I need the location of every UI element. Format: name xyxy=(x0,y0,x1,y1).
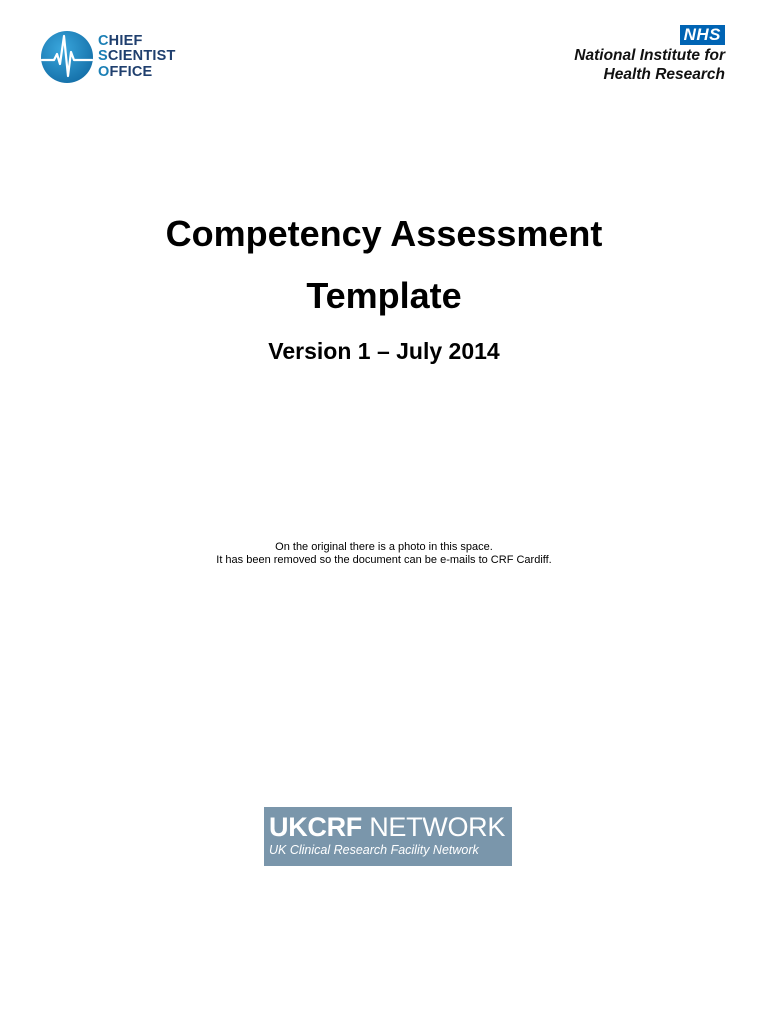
photo-removed-note xyxy=(0,541,768,567)
cso-line-office: OFFICE xyxy=(98,63,153,80)
cso-wordmark xyxy=(98,34,176,81)
document-title-line-2: Template xyxy=(306,275,462,316)
cso-line-chief: CHIEF xyxy=(98,32,143,49)
nhs-badge: NHS xyxy=(680,25,725,45)
nihr-logo xyxy=(574,25,725,84)
nihr-line-2: Health Research xyxy=(603,66,725,83)
ukcrf-network-logo xyxy=(264,807,512,866)
ukcrf-wordmark: UKCRF NETWORK xyxy=(269,812,506,842)
cso-heartbeat-icon xyxy=(40,30,94,84)
cso-line-scientist: SCIENTIST xyxy=(98,48,176,65)
chief-scientist-office-logo xyxy=(40,30,176,84)
document-title-line-1: Competency Assessment xyxy=(165,213,603,254)
note-line-1: On the original there is a photo in this space. xyxy=(275,541,493,553)
ukcrf-subtitle: UK Clinical Research Facility Network xyxy=(269,843,479,857)
nihr-line-1: National Institute for xyxy=(574,47,725,64)
document-version: Version 1 – July 2014 xyxy=(268,338,500,364)
note-line-2: It has been removed so the document can be e-mails to CRF Cardiff. xyxy=(216,554,552,566)
